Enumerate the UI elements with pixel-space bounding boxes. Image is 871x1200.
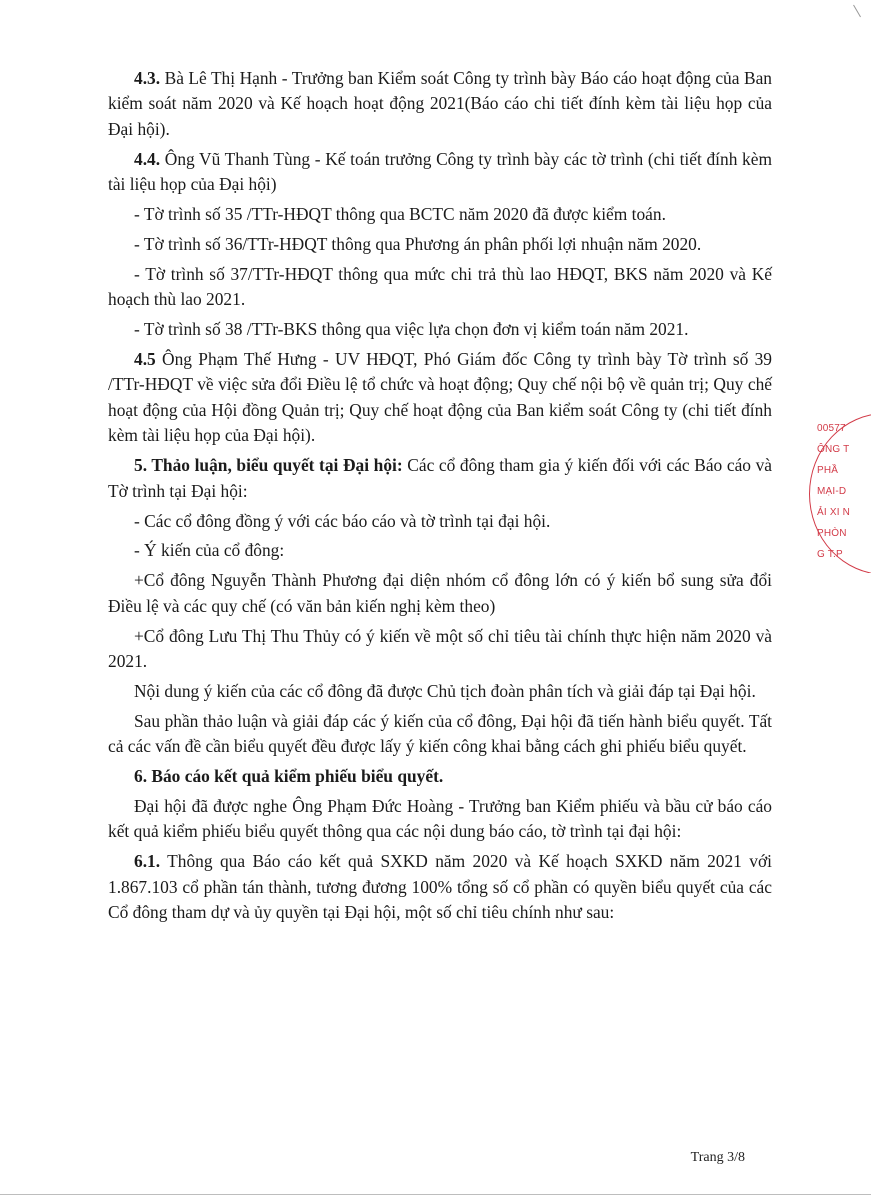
list-item: - Các cổ đông đồng ý với các báo cáo và tờ trình tại đại hội. — [134, 510, 551, 531]
paragraph-text: Bà Lê Thị Hạnh - Trưởng ban Kiểm soát Công ty trình bày Báo cáo hoạt động của Ban kiểm soát năm 2020 và Kế hoạch hoạt động 2021(Báo cáo chi tiết đính kèm tài liệu họp của Đại hội). — [108, 68, 772, 139]
seal-text-line: PHÒN — [817, 528, 847, 539]
section-number: 4.3. — [134, 68, 161, 88]
section-heading: 5. Thảo luận, biểu quyết tại Đại hội: — [134, 455, 403, 476]
section-heading: 6. Báo cáo kết quả kiểm phiếu biểu quyết. — [134, 766, 444, 787]
section-number: 4.4. — [134, 148, 161, 169]
list-item: - Ý kiến của cổ đông: — [134, 540, 285, 561]
company-seal-stamp — [807, 413, 871, 573]
paragraph: Nội dung ý kiến của các cổ đông đã được Chủ tịch đoàn phân tích và giải đáp tại Đại hội. — [134, 680, 756, 701]
document-body — [108, 66, 772, 930]
page-number: Trang 3/8 — [690, 1150, 745, 1165]
shareholder-comment: +Cổ đông Nguyễn Thành Phương đại diện nhóm cổ đông lớn có ý kiến bổ sung sửa đổi Điều lệ và các quy chế (có văn bản kiến nghị kèm theo) — [108, 570, 772, 616]
seal-text-line: 00577 — [817, 423, 846, 434]
section-4-3 — [108, 66, 772, 142]
paragraph-text: Các cổ đông tham gia ý kiến đối với các Báo cáo và Tờ trình tại Đại hội: — [108, 455, 772, 501]
section-number: 6.1. — [134, 851, 161, 872]
seal-text-line: ÔNG T — [817, 444, 850, 455]
section-4-5 — [108, 347, 772, 449]
section-5 — [108, 453, 772, 504]
section-6 — [108, 764, 772, 789]
shareholder-comment: +Cổ đông Lưu Thị Thu Thủy có ý kiến về một số chỉ tiêu tài chính thực hiện năm 2020 và 2021. — [108, 625, 772, 672]
list-item: - Tờ trình số 35 /TTr-HĐQT thông qua BCTC năm 2020 đã được kiểm toán. — [134, 204, 666, 225]
seal-text-line: PHẦ — [817, 465, 839, 476]
bottom-edge-line — [0, 1194, 871, 1195]
paragraph-text: Ông Vũ Thanh Tùng - Kế toán trưởng Công ty trình bày các tờ trình (chi tiết đính kèm tài liệu họp của Đại hội) — [108, 148, 772, 195]
scan-mark — [853, 1, 868, 18]
paragraph-text: Thông qua Báo cáo kết quả SXKD năm 2020 và Kế hoạch SXKD năm 2021 với 1.867.103 cổ phần tán thành, tương đương 100% tổng số cổ phần có quyền biểu quyết của các Cổ đông tham dự và ủy quyền tại Đại hội, một số chỉ tiêu chính như sau: — [108, 851, 772, 923]
list-item: - Tờ trình số 36/TTr-HĐQT thông qua Phương án phân phối lợi nhuận năm 2020. — [134, 233, 702, 254]
section-4-4 — [108, 147, 772, 198]
seal-text-line: ẢI XI N — [817, 507, 851, 518]
seal-text-line: MẠI-D — [817, 486, 847, 497]
seal-text-line: G T.P — [817, 549, 843, 560]
paragraph: Sau phần thảo luận và giải đáp các ý kiến của cổ đông, Đại hội đã tiến hành biểu quyết. Tất cả các vấn đề cần biểu quyết đều được lấy ý kiến công khai bằng cách ghi phiếu biểu quyết. — [108, 710, 772, 757]
list-item: - Tờ trình số 38 /TTr-BKS thông qua việc lựa chọn đơn vị kiểm toán năm 2021. — [134, 319, 689, 340]
list-item: - Tờ trình số 37/TTr-HĐQT thông qua mức chi trả thù lao HĐQT, BKS năm 2020 và Kế hoạch thù lao 2021. — [108, 263, 772, 310]
section-6-1 — [108, 849, 772, 925]
paragraph: Đại hội đã được nghe Ông Phạm Đức Hoàng - Trưởng ban Kiểm phiếu và bầu cử báo cáo kết quả kiểm phiếu biểu quyết thông qua các nội dung báo cáo, tờ trình tại đại hội: — [108, 796, 772, 842]
paragraph-text: Ông Phạm Thế Hưng - UV HĐQT, Phó Giám đốc Công ty trình bày Tờ trình số 39 /TTr-HĐQT về việc sửa đổi Điều lệ tổ chức và hoạt động; Quy chế nội bộ về quản trị; Quy chế hoạt động của Hội đồng Quản trị; Quy chế hoạt động của Ban kiểm soát Công ty (chi tiết đính kèm tài liệu họp của Đại hội). — [108, 349, 772, 446]
section-number: 4.5 — [134, 349, 156, 370]
